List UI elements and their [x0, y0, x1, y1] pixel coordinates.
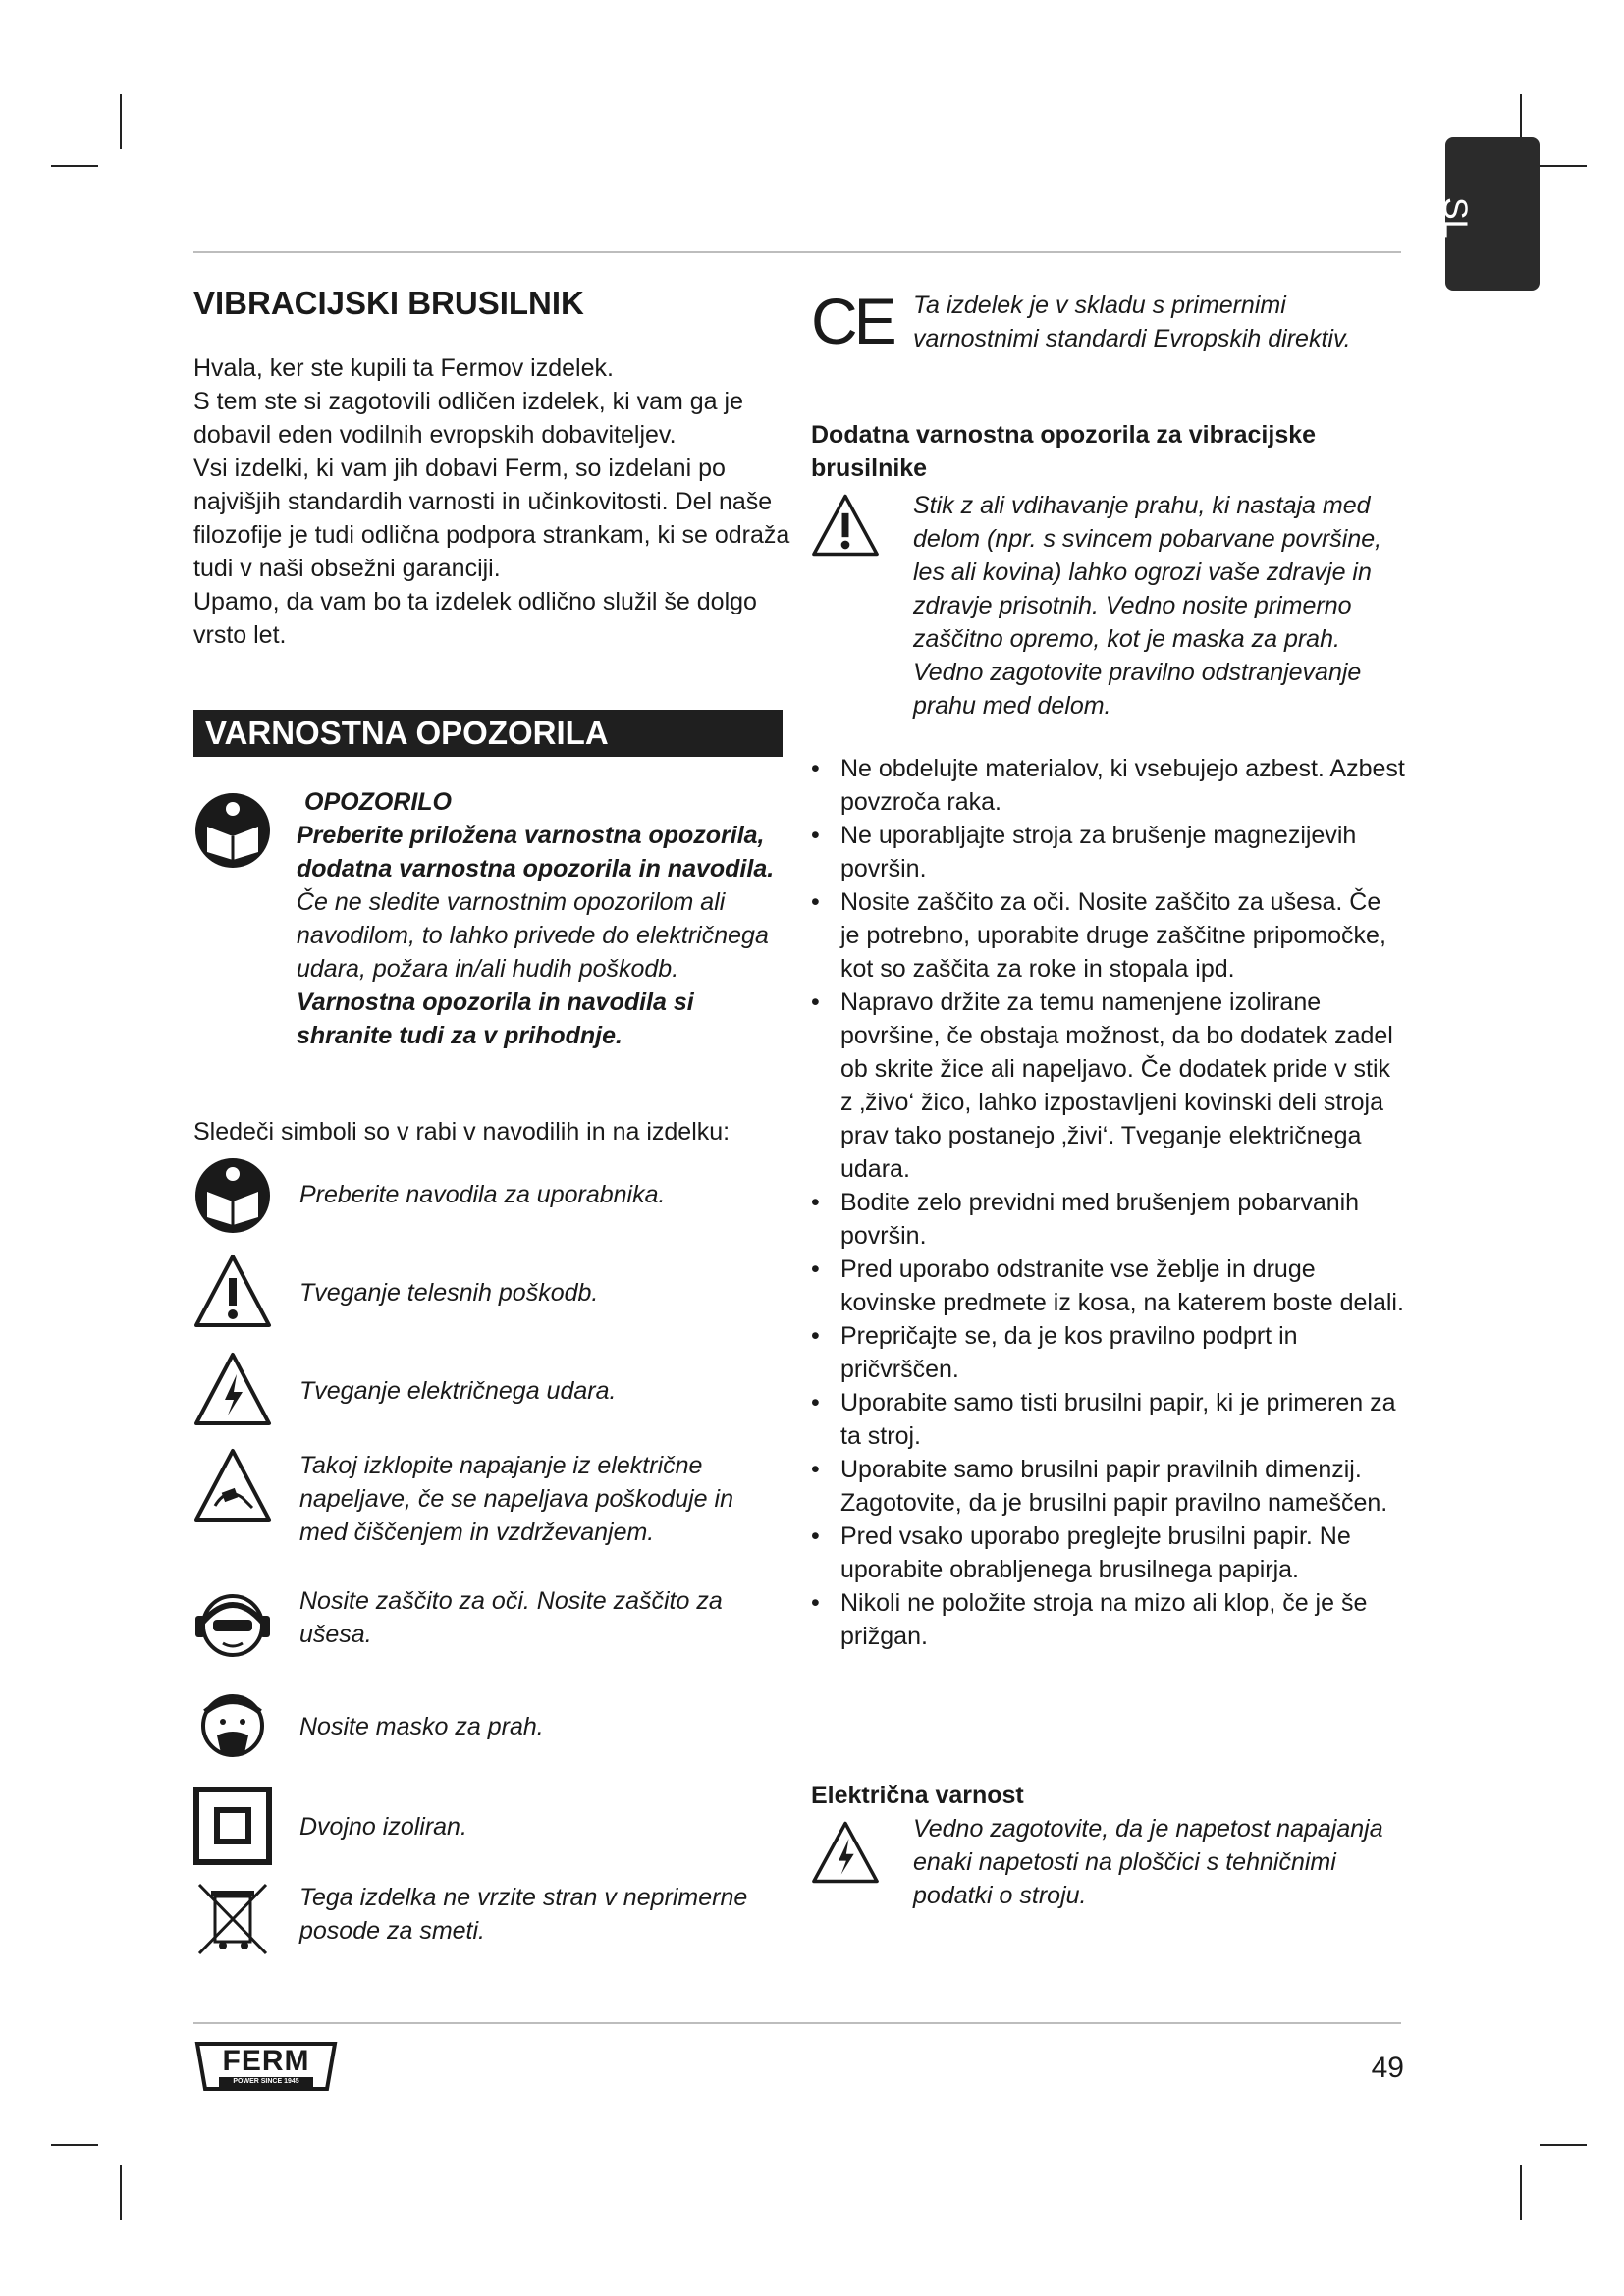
list-item: • Prepričajte se, da je kos pravilno podprt in pričvrščen. [807, 1319, 1406, 1386]
symbol-text: Takoj izklopite napajanje iz električne napeljave, če se napeljava poškoduje in med čiščenjem in vzdrževanjem. [299, 1452, 733, 1546]
crop-mark [1540, 165, 1587, 167]
symbol-text: Nosite zaščito za oči. Nosite zaščito za ušesa. [299, 1587, 723, 1648]
ce-text: Ta izdelek je v skladu s primernimi varnostnimi standardi Evropskih direktiv. [913, 292, 1351, 352]
electric-shock-icon [193, 1351, 272, 1429]
warning-block [297, 785, 778, 1052]
list-item: • Napravo držite za temu namenjene izolirane površine, če obstaja možnost, da bo dodatek zadel ob skrite žice ali napeljavo. Če dodatek pride v stik z ‚živo‘ žico, lahko izpostavljeni kovinski deli stroja prav tako postanejo ‚živi‘. Tveganje električnega udara. [807, 986, 1406, 1186]
unplug-warning-icon [193, 1447, 272, 1525]
warning-keep-text: Varnostna opozorila in navodila si shranite tudi za v prihodnje. [297, 988, 694, 1049]
logo-tagline: POWER SINCE 1945 [233, 2078, 299, 2085]
crop-mark [51, 165, 98, 167]
ferm-logo [193, 2038, 339, 2097]
crop-mark [1520, 2165, 1522, 2220]
crop-mark [1540, 2144, 1587, 2146]
electrical-safety-title: Električna varnost [811, 1782, 1024, 1809]
warning-text: Če ne sledite varnostnim opozorilom ali navodilom, to lahko privede do električnega udara, požara in/ali hudih poškodb. [297, 888, 769, 983]
safety-banner: VARNOSTNA OPOZORILA [193, 710, 783, 757]
electrical-safety-text: Vedno zagotovite, da je napetost napajanja enaki napetosti na ploščici s tehničnimi podatki o stroju. [913, 1815, 1383, 1909]
footer-rule [193, 2022, 1401, 2024]
symbol-text: Nosite masko za prah. [299, 1713, 544, 1740]
symbol-text: Tega izdelka ne vrzite stran v neprimerne posode za smeti. [299, 1884, 748, 1945]
language-tab [1436, 137, 1540, 291]
symbol-text: Dvojno izoliran. [299, 1813, 467, 1841]
list-item: • Pred vsako uporabo preglejte brusilni papir. Ne uporabite obrabljenega brusilnega papirja. [807, 1520, 1406, 1586]
warning-triangle-icon [811, 493, 880, 558]
intro-paragraph: Vsi izdelki, ki vam jih dobavi Ferm, so izdelani po najvišjih standardih varnosti in učinkovitosti. Del naše filozofije je tudi odlična podpora strankam, ki se odraža tudi v naši obsežni garanciji. [193, 454, 790, 582]
intro-paragraph: S tem ste si zagotovili odličen izdelek, ki vam ga je dobavil eden vodilnih evropskih dobaviteljev. [193, 388, 743, 449]
eye-ear-protection-icon [193, 1584, 272, 1663]
electric-shock-icon [811, 1820, 880, 1885]
crop-mark [51, 2144, 98, 2146]
crop-mark [120, 94, 122, 149]
safety-bullet-list [807, 752, 1406, 1653]
symbol-text: Tveganje telesnih poškodb. [299, 1279, 599, 1307]
list-item: • Ne obdelujte materialov, ki vsebujejo azbest. Azbest povzroča raka. [807, 752, 1406, 819]
crossed-bin-icon [193, 1879, 272, 1957]
logo-wordmark: FERM [222, 2045, 310, 2077]
list-item: • Bodite zelo previdni med brušenjem pobarvanih površin. [807, 1186, 1406, 1253]
read-manual-icon [193, 791, 272, 870]
list-item: • Nosite zaščito za oči. Nosite zaščito za ušesa. Če je potrebno, uporabite druge zaščitne pripomočke, kot so zaščita za roke in stopala ipd. [807, 885, 1406, 986]
symbols-intro: Sledeči simboli so v rabi v navodilih in na izdelku: [193, 1118, 731, 1146]
list-item: • Ne uporabljajte stroja za brušenje magnezijevih površin. [807, 819, 1406, 885]
list-item: • Pred uporabo odstranite vse žeblje in druge kovinske predmete iz kosa, na katerem boste delali. [807, 1253, 1406, 1319]
list-item: • Uporabite samo brusilni papir pravilnih dimenzij. Zagotovite, da je brusilni papir pravilno nameščen. [807, 1453, 1406, 1520]
dust-mask-icon [193, 1688, 272, 1767]
intro-paragraph: Hvala, ker ste kupili ta Fermov izdelek. [193, 354, 614, 382]
crop-mark [120, 2165, 122, 2220]
list-item: • Nikoli ne položite stroja na mizo ali klop, če je še prižgan. [807, 1586, 1406, 1653]
double-insulated-icon [193, 1787, 272, 1865]
additional-warnings-title: Dodatna varnostna opozorila za vibracijske brusilnike [811, 421, 1317, 482]
warning-triangle-icon [193, 1253, 272, 1331]
intro-paragraph: Upamo, da vam bo ta izdelek odlično služil še dolgo vrsto let. [193, 588, 757, 649]
product-title: VIBRACIJSKI BRUSILNIK [193, 285, 584, 321]
dust-warning-text: Stik z ali vdihavanje prahu, ki nastaja med delom (npr. s svincem pobarvane površine, les ali kovina) lahko ogrozi vaše zdravje in zdravje prisotnih. Vedno nosite primerno zaščitno opremo, kot je maska za prah. Vedno zagotovite pravilno odstranjevanje prahu med delom. [913, 492, 1382, 720]
warning-heading: OPOZORILO [304, 788, 452, 816]
symbol-text: Tveganje električnega udara. [299, 1377, 617, 1405]
language-code: SL [1436, 197, 1475, 239]
symbol-text: Preberite navodila za uporabnika. [299, 1181, 666, 1208]
warning-bold-text: Preberite priložena varnostna opozorila, dodatna varnostna opozorila in navodila. [297, 822, 775, 882]
intro-text [193, 351, 802, 652]
read-manual-icon [193, 1156, 272, 1235]
list-item: • Uporabite samo tisti brusilni papir, ki je primeren za ta stroj. [807, 1386, 1406, 1453]
page-number: 49 [1371, 2052, 1404, 2084]
header-rule [193, 251, 1401, 253]
ce-mark: CE [811, 285, 893, 357]
